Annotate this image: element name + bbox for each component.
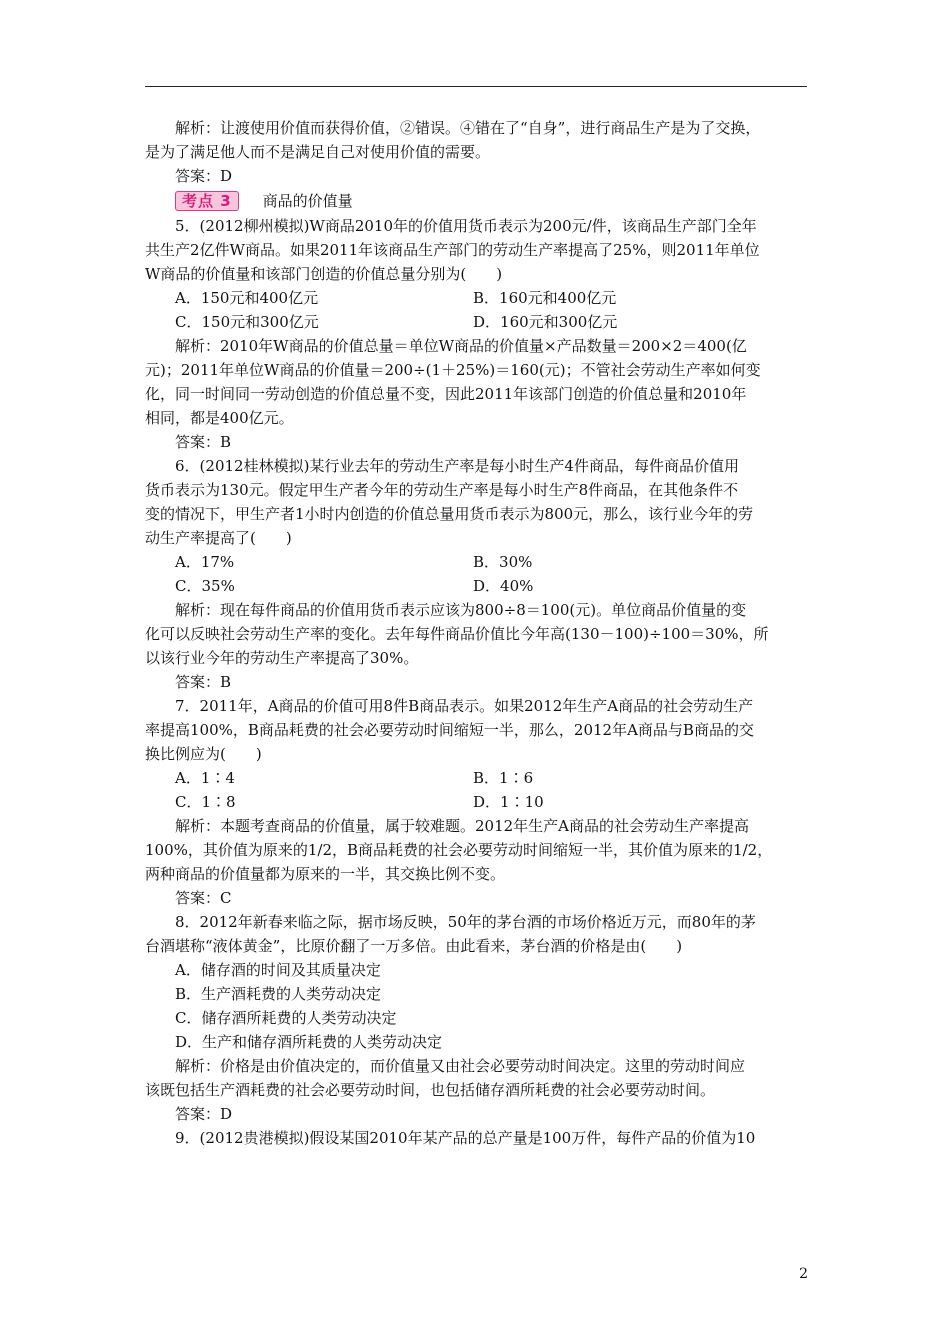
question-line: 8．2012年新春来临之际，据市场反映，50年的茅台酒的市场价格近万元，而80年的茅 <box>175 913 756 931</box>
explanation-line: 化可以反映社会劳动生产率的变化。去年每件商品价值比今年高(130－100)÷100＝30%，所 <box>145 625 769 643</box>
option: D．160元和300亿元 <box>473 313 618 331</box>
option: C．1∶8 <box>175 793 236 811</box>
answer-line: 答案：B <box>175 673 232 691</box>
option: B．1∶6 <box>473 769 534 787</box>
question-line: 变的情况下，甲生产者1小时内创造的价值总量用货币表示为800元，那么，该行业今年的劳 <box>145 505 754 523</box>
question-line: 7．2011年，A商品的价值可用8件B商品表示。如果2012年生产A商品的社会劳动生产 <box>175 697 754 715</box>
question-line: 5．(2012柳州模拟)W商品2010年的价值用货币表示为200元/件，该商品生产部门全年 <box>175 217 757 235</box>
options-row <box>145 310 807 334</box>
options-row <box>145 574 807 598</box>
question-line: 9．(2012贵港模拟)假设某国2010年某产品的总产量是100万件，每件产品的价值为10 <box>175 1129 756 1147</box>
option: C．35% <box>175 577 235 595</box>
option: A．150元和400亿元 <box>175 289 319 307</box>
text-line: 是为了满足他人而不是满足自己对使用价值的需要。 <box>145 143 491 161</box>
options-row <box>145 550 807 574</box>
explanation-line: 以该行业今年的劳动生产率提高了30%。 <box>145 649 419 667</box>
question-line: 6．(2012桂林模拟)某行业去年的劳动生产率是每小时生产4件商品，每件商品价值用 <box>175 457 739 475</box>
option: B．生产酒耗费的人类劳动决定 <box>175 985 382 1003</box>
question-line: 率提高100%，B商品耗费的社会必要劳动时间缩短一半，那么，2012年A商品与B商品的交 <box>145 721 754 739</box>
option: B．30% <box>473 553 533 571</box>
section-title: 商品的价值量 <box>262 192 353 210</box>
explanation-line: 元)；2011年单位W商品的价值量＝200÷(1＋25%)＝160(元)；不管社会劳动生产率如何变 <box>145 361 761 379</box>
question-line: 换比例应为( ) <box>145 745 262 763</box>
answer-line: 答案：D <box>175 167 233 185</box>
option: A．17% <box>175 553 235 571</box>
explanation-line: 解析：现在每件商品的价值用货币表示应该为800÷8＝100(元)。单位商品价值量的变 <box>175 601 747 619</box>
explanation-line: 该既包括生产酒耗费的社会必要劳动时间，也包括储存酒所耗费的社会必要劳动时间。 <box>145 1081 716 1099</box>
explanation-line: 两种商品的价值量都为原来的一半，其交换比例不变。 <box>145 865 506 883</box>
explanation-line: 相同，都是400亿元。 <box>145 409 294 427</box>
section-heading <box>145 188 807 214</box>
option: A．1∶4 <box>175 769 235 787</box>
option: B．160元和400亿元 <box>473 289 617 307</box>
explanation-line: 解析：2010年W商品的价值总量＝单位W商品的价值量×产品数量＝200×2＝400(亿 <box>175 337 747 355</box>
option: D．1∶10 <box>473 793 544 811</box>
explanation-line: 解析：本题考查商品的价值量，属于较难题。2012年生产A商品的社会劳动生产率提高 <box>175 817 750 835</box>
options-row <box>145 766 807 790</box>
explanation-line: 化，同一时间同一劳动创造的价值总量不变，因此2011年该部门创造的价值总量和2010年 <box>145 385 747 403</box>
header-rule <box>145 86 807 87</box>
options-row <box>145 286 807 310</box>
option: A．储存酒的时间及其质量决定 <box>175 961 381 979</box>
question-line: 共生产2亿件W商品。如果2011年该商品生产部门的劳动生产率提高了25%，则2011年单位 <box>145 241 760 259</box>
text-line: 解析：让渡使用价值而获得价值，②错误。④错在了“自身”，进行商品生产是为了交换， <box>175 119 761 137</box>
explanation-line: 解析：价格是由价值决定的，而价值量又由社会必要劳动时间决定。这里的劳动时间应 <box>175 1057 746 1075</box>
question-line: 货币表示为130元。假定甲生产者今年的劳动生产率是每小时生产8件商品，在其他条件不 <box>145 481 739 499</box>
explanation-line: 100%，其价值为原来的1/2，B商品耗费的社会必要劳动时间缩短一半，其价值为原来的1/2， <box>145 841 773 859</box>
option: D．40% <box>473 577 534 595</box>
question-line: 台酒堪称“液体黄金”，比原价翻了一万多倍。由此看来，茅台酒的价格是由( ) <box>145 937 683 955</box>
option: C．150元和300亿元 <box>175 313 319 331</box>
answer-line: 答案：B <box>175 433 232 451</box>
options-row <box>145 790 807 814</box>
answer-line: 答案：D <box>175 1105 233 1123</box>
question-line: 动生产率提高了( ) <box>145 529 292 547</box>
page-body <box>145 116 807 1150</box>
option: C．储存酒所耗费的人类劳动决定 <box>175 1009 397 1027</box>
answer-line: 答案：C <box>175 889 232 907</box>
question-line: W商品的价值量和该部门创造的价值总量分别为( ) <box>145 265 503 283</box>
section-badge: 考点 3 <box>175 191 239 211</box>
page-number: 2 <box>799 1266 808 1282</box>
option: D．生产和储存酒所耗费的人类劳动决定 <box>175 1033 443 1051</box>
